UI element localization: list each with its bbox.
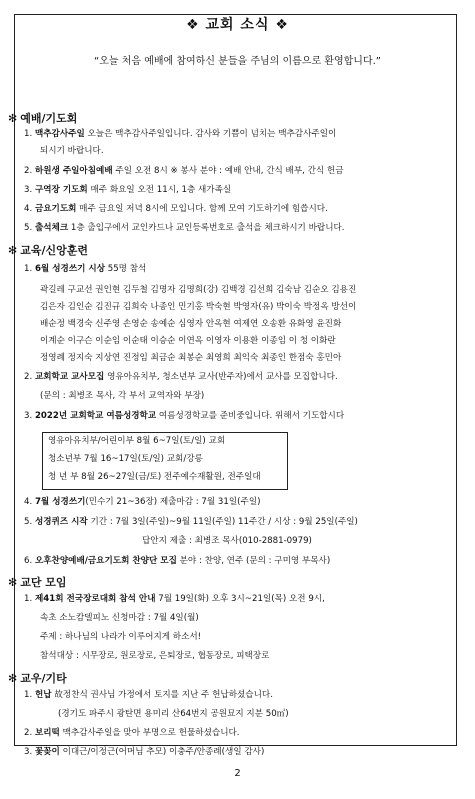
fellowship-item-1-cont: (경기도 파주시 광탄면 용미리 산64번지 공원묘지 지분 50㎡) xyxy=(58,709,289,719)
section-fellowship: ✻ 교우/기타 xyxy=(8,672,67,685)
worship-item-1: 1. 맥추감사주일 오늘은 맥추감사주일입니다. 감사와 기쁨이 넘치는 맥추감사주일이 xyxy=(24,129,337,139)
schedule-row: 영유아유치부/어린이부 8월 6~7일(토/일) 교회 xyxy=(48,436,226,446)
worship-item-1-cont: 되시기 바랍니다. xyxy=(40,146,104,156)
education-item-5: 5. 성경퀴즈 시작 기간 : 7월 3일(주일)~9월 11일(주일) 11주간 / 시상 : 9월 25일(주일) xyxy=(24,517,358,527)
groups-item-1-cont: 속초 소노캄델피노 신청마감 : 7월 4일(월) xyxy=(40,613,199,623)
asterisk-icon: ✻ xyxy=(8,672,18,685)
education-item-4: 4. 7월 성경쓰기(민수기 21~36장) 제출마감 : 7월 31일(주일) xyxy=(24,497,261,507)
education-item-1: 1. 6월 성경쓰기 시상 55명 참석 xyxy=(24,264,147,274)
education-item-2: 2. 교회학교 교사모집 영유아유치부, 청소년부 교사(반주자)에서 교사를 모집합니다. xyxy=(24,372,338,382)
worship-item-5: 5. 출석체크 1층 출입구에서 교인카드나 교인등록번호로 출석을 체크하시기 바랍니다. xyxy=(24,223,345,233)
education-item-5-cont: 답안지 제출 : 최병조 목사(010-2881-0979) xyxy=(142,536,312,546)
worship-item-2: 2. 하원생 주일아침예배 주일 오전 8시 ※ 봉사 분야 : 예배 안내, 간식 배부, 간식 헌금 xyxy=(24,166,344,176)
names-row: 김은자 김인순 김진규 김희숙 나종인 민기홍 박숙현 박영자(유) 박이숙 박정옥 방선이 xyxy=(40,302,357,312)
worship-item-4: 4. 금요기도회 매주 금요일 저녁 8시에 모입니다. 함께 모여 기도하기에 힘씁시다. xyxy=(24,204,328,214)
schedule-row: 청 년 부 8월 26~27일(금/토) 전주예수재활원, 전주일대 xyxy=(48,472,261,482)
fellowship-item-1: 1. 헌납 故정찬식 권사님 가정에서 토지를 지난 주 헌납하셨습니다. xyxy=(24,690,273,700)
education-item-2-cont: (문의 : 최병조 목사, 각 부서 교역자와 부장) xyxy=(40,391,205,401)
welcome-message: “오늘 처음 예배에 참여하신 분들을 주님의 이름으로 환영합니다.” xyxy=(94,56,381,67)
fellowship-item-3: 3. 꽃꽂이 이대근/이정근(어머님 추모) 이충주/안종례(생일 감사) xyxy=(24,747,265,757)
groups-item-1-target: 참석대상 : 시무장로, 원로장로, 은퇴장로, 협동장로, 피택장로 xyxy=(40,651,270,661)
groups-item-1: 1. 제41회 전국장로대회 참석 안내 7월 19일(화) 오후 3시~21일(목) 오전 9시, xyxy=(24,594,325,604)
names-row: 정영례 정지숙 지상연 진정임 최금순 최봉순 최영희 최익숙 최종인 한점숙 홍민아 xyxy=(40,353,342,363)
asterisk-icon: ✻ xyxy=(8,244,18,257)
education-item-3: 3. 2022년 교회학교 여름성경학교 여름성경학교를 준비중입니다. 위해서 기도합시다 xyxy=(24,411,345,421)
worship-item-3: 3. 구역장 기도회 매주 화요일 오전 11시, 1층 새가족실 xyxy=(24,185,232,195)
names-row: 곽길레 구교선 권인현 김두철 김명자 김명희(강) 김백경 김선희 김숙남 김순오 김용진 xyxy=(40,285,357,295)
section-groups: ✻ 교단 모임 xyxy=(8,576,67,589)
education-item-6: 6. 오후찬양예배/금요기도회 찬양단 모집 분야 : 찬양, 연주 (문의 : 구미영 부목사) xyxy=(24,556,331,566)
fellowship-item-2: 2. 보리떡 맥추감사주일을 맞아 부명으로 헌물하셨습니다. xyxy=(24,728,240,738)
names-row: 이계순 이구슨 이순임 이순태 이승순 이연옥 이영자 이용환 이종임 이 청 이화란 xyxy=(40,336,336,346)
schedule-row: 청소년부 7월 16~17일(토/일) 교회/강릉 xyxy=(48,454,203,464)
section-education: ✻ 교육/신앙훈련 xyxy=(8,244,88,257)
groups-item-1-theme: 주제 : 하나님의 나라가 이루어지게 하소서! xyxy=(40,632,202,642)
asterisk-icon: ✻ xyxy=(8,576,18,589)
names-row: 배순정 백경숙 신주영 손영순 송예순 심영자 안옥현 여제연 오송환 유화영 윤진화 xyxy=(40,319,342,329)
section-worship: ✻ 예배/기도회 xyxy=(8,112,78,125)
page-number: 2 xyxy=(234,768,241,779)
asterisk-icon: ✻ xyxy=(8,112,18,125)
page-title: ❖ 교회 소식 ❖ xyxy=(186,17,289,33)
